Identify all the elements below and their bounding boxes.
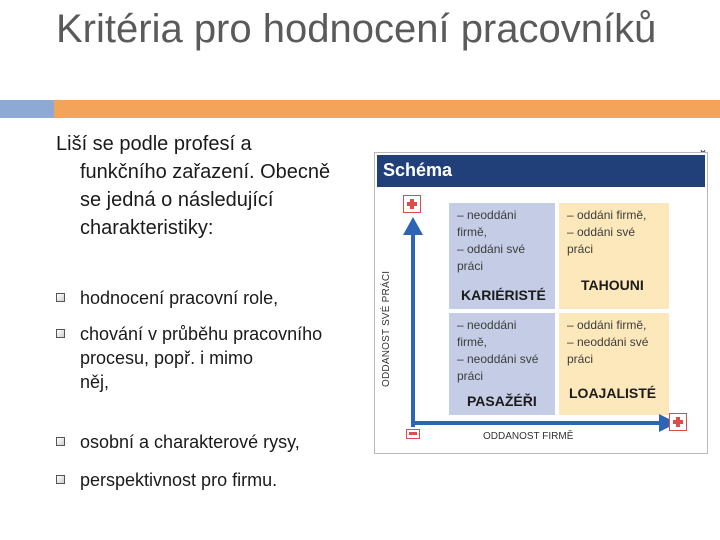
quadrant-label: TAHOUNI	[581, 277, 644, 293]
quadrant-item: – oddáni firmě,	[567, 208, 647, 222]
y-axis-arrow-line	[411, 231, 415, 427]
quadrant-item: práci	[567, 242, 594, 256]
scheme-body	[377, 187, 705, 451]
quadrant-item: – neoddáni	[457, 318, 517, 332]
square-bullet-icon	[56, 293, 65, 302]
intro-continuation: funkčního zařazení. Obecně se jedná o následující charakteristiky:	[80, 161, 331, 239]
list-item	[56, 430, 366, 454]
title-accent-bar-blue	[0, 100, 54, 118]
list-item	[56, 322, 366, 394]
x-axis-label: ODDANOST FIRMĚ	[483, 431, 574, 442]
quadrant-pasazeri	[449, 313, 555, 415]
bullet-text-continuation: něj,	[80, 372, 110, 392]
quadrant-item: firmě,	[457, 225, 487, 239]
scheme-title: Schéma	[383, 160, 453, 180]
intro-paragraph	[56, 130, 356, 242]
quadrant-items	[567, 207, 646, 258]
quadrant-item: práci	[457, 369, 484, 383]
bullet-text: chování v průběhu pracovního procesu, popř. i mimo	[80, 324, 323, 368]
plus-vertical-stroke	[676, 417, 680, 427]
scheme-figure	[374, 152, 708, 454]
square-bullet-icon	[56, 329, 65, 338]
quadrant-items	[457, 317, 538, 385]
quadrant-tahouni	[559, 203, 669, 309]
quadrant-item: – oddáni firmě,	[567, 318, 647, 332]
list-item	[56, 468, 366, 492]
bullet-text: osobní a charakterové rysy,	[80, 432, 300, 452]
quadrant-item: – neoddáni své	[567, 335, 649, 349]
quadrant-item: – oddáni své	[567, 225, 636, 239]
bullet-text: hodnocení pracovní role,	[80, 288, 279, 308]
square-bullet-icon	[56, 437, 65, 446]
intro-line: Liší se podle profesí a	[56, 133, 252, 155]
quadrant-karieriste	[449, 203, 555, 309]
quadrant-label: PASAŽÉŘI	[467, 393, 537, 409]
quadrant-label: LOAJALISTÉ	[569, 385, 657, 401]
minus-stroke	[409, 432, 417, 435]
scheme-header	[377, 155, 705, 187]
y-axis-label: ODDANOST SVÉ PRÁCI	[381, 270, 392, 387]
quadrant-item: firmě,	[457, 335, 487, 349]
minus-icon	[406, 429, 420, 439]
quadrant-loajaliste	[559, 313, 669, 415]
slide-title: Kritéria pro hodnocení pracovníků	[56, 7, 657, 51]
quadrant-item: – oddáni své	[457, 242, 526, 256]
bullet-text: perspektivnost pro firmu.	[80, 470, 278, 490]
quadrant-label: KARIÉRISTÉ	[461, 287, 546, 303]
quadrant-item: práci	[457, 259, 484, 273]
quadrant-item: práci	[567, 352, 594, 366]
square-bullet-icon	[56, 475, 65, 484]
plus-icon	[669, 413, 687, 431]
list-item	[56, 286, 366, 310]
quadrant-items	[567, 317, 648, 368]
plus-icon	[403, 195, 421, 213]
x-axis-arrow-line	[413, 421, 661, 425]
title-accent-bar-orange	[54, 100, 720, 118]
plus-vertical-stroke	[410, 199, 414, 209]
quadrant-item: – neoddáni	[457, 208, 517, 222]
arrow-up-icon	[403, 217, 423, 235]
quadrant-item: – neoddáni své	[457, 352, 539, 366]
quadrant-items	[457, 207, 525, 275]
